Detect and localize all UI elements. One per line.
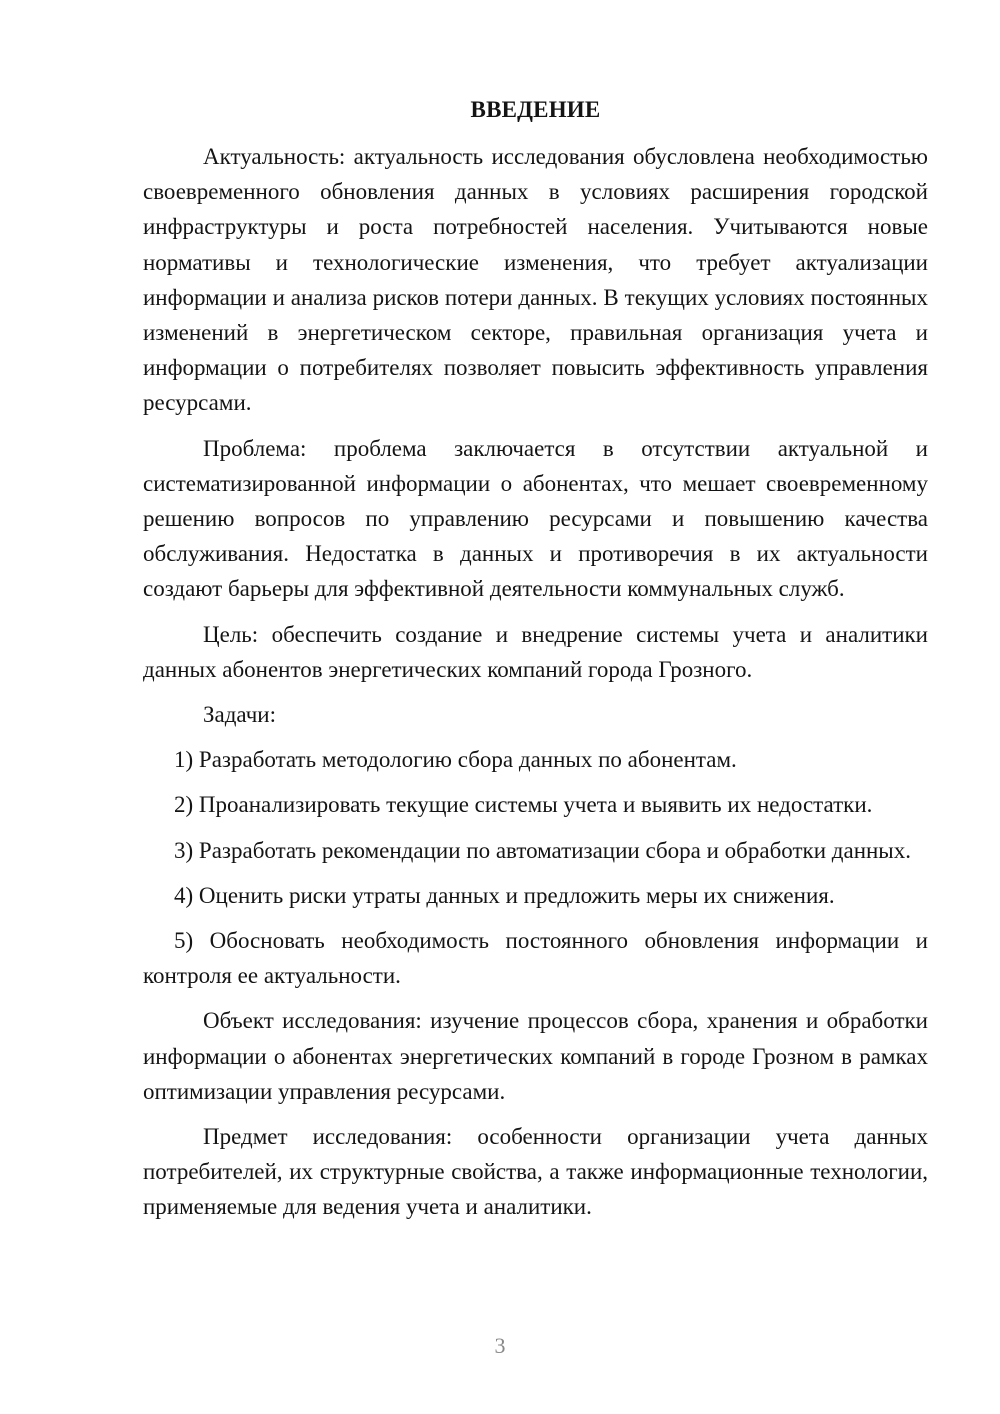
page-content xyxy=(143,92,928,1225)
tasks-heading: Задачи: xyxy=(203,702,276,728)
paragraph-goal: Цель: обеспечить создание и внедрение системы учета и аналитики данных абонентов энергетических компаний города Грозного. xyxy=(143,621,928,682)
paragraph-relevance: Актуальность: актуальность исследования обусловлена необходимостью своевременного обновления данных в условиях расширения городской инфраструктуры и роста потребностей населения. Учитываются новые нормативы и технологические изменения, что требует актуализации информации и анализа рисков потери данных. В текущих условиях постоянных изменений в энергетическом секторе, правильная организация учета и информации о потребителях позволяет повысить эффективность управления ресурсами. xyxy=(143,144,928,416)
task-item-4: 4) Оценить риски утраты данных и предложить меры их снижения. xyxy=(174,882,835,908)
task-item-5: 5) Обосновать необходимость постоянного обновления информации и контроля ее актуальности. xyxy=(143,928,928,989)
task-item-3: 3) Разработать рекомендации по автоматизации сбора и обработки данных. xyxy=(174,837,912,863)
paragraph-subject: Предмет исследования: особенности организации учета данных потребителей, их структурные свойства, а также информационные технологии, применяемые для ведения учета и аналитики. xyxy=(143,1124,928,1220)
task-item-1: 1) Разработать методологию сбора данных по абонентам. xyxy=(174,747,737,773)
task-item-2: 2) Проанализировать текущие системы учета и выявить их недостатки. xyxy=(174,792,873,818)
page-number: 3 xyxy=(494,1333,506,1358)
paragraph-problem: Проблема: проблема заключается в отсутствии актуальной и систематизированной информации о абонентах, что мешает своевременному решению вопросов по управлению ресурсами и повышению качества обслуживания. Недостатка в данных и противоречия в их актуальности создают барьеры для эффективной деятельности коммунальных служб. xyxy=(143,435,928,602)
page-title: ВВЕДЕНИЕ xyxy=(470,97,601,122)
paragraph-object: Объект исследования: изучение процессов сбора, хранения и обработки информации о абонентах энергетических компаний в городе Грозном в рамках оптимизации управления ресурсами. xyxy=(143,1008,928,1104)
